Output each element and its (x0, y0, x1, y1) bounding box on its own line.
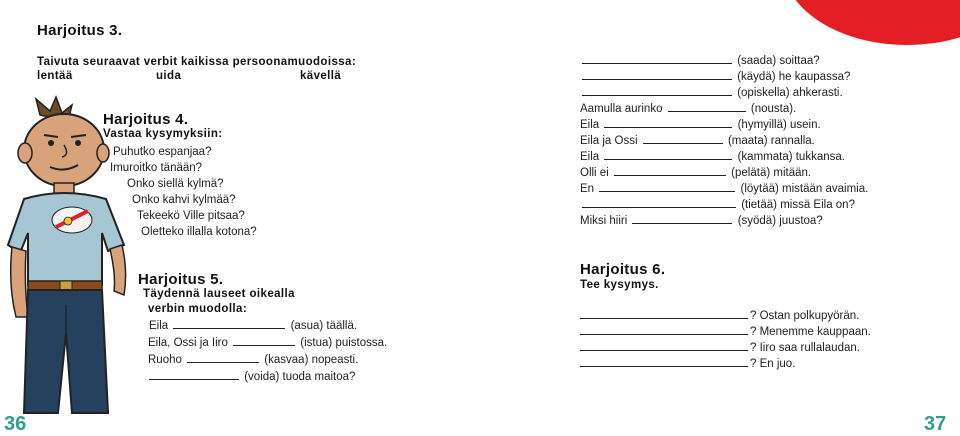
ex5-item-3-blank[interactable] (187, 352, 259, 363)
ex6-item-1-blank[interactable] (580, 308, 748, 319)
fill-item-11 (580, 213, 823, 227)
fill-item-2-post: (käydä) he kaupassa? (737, 71, 851, 83)
ex5-item-4-blank[interactable] (149, 369, 239, 380)
fill-item-1-post: (saada) soittaa? (737, 55, 820, 67)
fill-item-5-blank[interactable] (604, 117, 732, 128)
ex4-question-3: Onko siellä kylmä? (127, 178, 224, 190)
ex5-item-1-post: (asua) täällä. (290, 320, 358, 332)
fill-item-3 (580, 85, 843, 99)
fill-item-7-pre: Eila (580, 151, 600, 163)
ex3-title: Harjoitus 3. (37, 22, 123, 39)
fill-item-8 (580, 165, 811, 179)
ex5-item-1-blank[interactable] (173, 318, 285, 329)
fill-item-11-pre: Miksi hiiri (580, 215, 628, 227)
fill-item-9-post: (löytää) mistään avaimia. (740, 183, 869, 195)
fill-item-6-post: (maata) rannalla. (727, 135, 815, 147)
fill-item-7-blank[interactable] (604, 149, 732, 160)
fill-item-5-post: (hymyillä) usein. (737, 119, 821, 131)
ex6-item-4-text: ? En juo. (750, 358, 796, 370)
fill-item-4 (580, 101, 796, 115)
fill-item-1 (580, 53, 820, 67)
ex5-title: Harjoitus 5. (138, 271, 224, 288)
ex5-item-1 (149, 318, 357, 332)
fill-item-4-blank[interactable] (668, 101, 746, 112)
ex5-item-1-pre: Eila (149, 320, 169, 332)
ex6-item-4-blank[interactable] (580, 356, 748, 367)
fill-item-2-blank[interactable] (582, 69, 732, 80)
ex5-item-2-post: (istua) puistossa. (300, 337, 388, 349)
fill-item-6-blank[interactable] (643, 133, 723, 144)
fill-item-3-blank[interactable] (582, 85, 732, 96)
ex6-item-2-text: ? Menemme kauppaan. (750, 326, 871, 338)
fill-item-10-post: (tietää) missä Eila on? (741, 199, 855, 211)
ex6-item-4 (580, 356, 795, 370)
ex3-verb-1: lentää (37, 70, 73, 82)
fill-item-8-blank[interactable] (614, 165, 726, 176)
fill-item-6 (580, 133, 815, 147)
fill-item-8-pre: Olli ei (580, 167, 609, 179)
ex4-question-6: Oletteko illalla kotona? (141, 226, 257, 238)
fill-item-5-pre: Eila (580, 119, 600, 131)
ex5-item-3 (148, 352, 358, 366)
fill-item-9-blank[interactable] (599, 181, 735, 192)
ex5-instruction-line2: verbin muodolla: (148, 303, 248, 315)
ex3-verb-3: kävellä (300, 70, 342, 82)
fill-item-9-pre: En (580, 183, 595, 195)
ex4-question-5: Tekeekö Ville pitsaa? (137, 210, 245, 222)
ex6-item-3-blank[interactable] (580, 340, 748, 351)
ex4-title: Harjoitus 4. (103, 111, 189, 128)
red-decoration (782, 0, 960, 45)
fill-item-10 (580, 197, 855, 211)
fill-item-7 (580, 149, 845, 163)
fill-item-8-post: (pelätä) mitään. (731, 167, 812, 179)
ex5-item-4 (147, 369, 355, 383)
ex5-item-2-blank[interactable] (233, 335, 295, 346)
ex5-item-2-pre: Eila, Ossi ja Iiro (148, 337, 228, 349)
fill-item-4-pre: Aamulla aurinko (580, 103, 663, 115)
ex6-item-2 (580, 324, 871, 338)
ex3-instruction: Taivuta seuraavat verbit kaikissa persoonamuodoissa: (37, 56, 357, 68)
fill-item-1-blank[interactable] (582, 53, 732, 64)
fill-item-5 (580, 117, 821, 131)
ex3-verb-2: uida (156, 70, 182, 82)
ex6-item-3-text: ? Iiro saa rullalaudan. (750, 342, 860, 354)
fill-item-3-post: (opiskella) ahkerasti. (737, 87, 843, 99)
ex6-item-1-text: ? Ostan polkupyörän. (750, 310, 860, 322)
fill-item-2 (580, 69, 850, 83)
ex5-item-3-post: (kasvaa) nopeasti. (264, 354, 359, 366)
ex5-instruction-line1: Täydennä lauseet oikealla (143, 288, 295, 300)
fill-item-11-post: (syödä) juustoa? (737, 215, 823, 227)
fill-item-6-pre: Eila ja Ossi (580, 135, 638, 147)
ex6-title: Harjoitus 6. (580, 261, 666, 278)
ex4-instruction: Vastaa kysymyksiin: (103, 128, 223, 140)
cartoon-boy-illustration (6, 95, 156, 415)
ex4-question-1: Puhutko espanjaa? (113, 146, 212, 158)
page-number-right: 37 (924, 413, 947, 435)
ex4-question-2: Imuroitko tänään? (110, 162, 203, 174)
ex4-question-4: Onko kahvi kylmää? (132, 194, 236, 206)
fill-item-10-blank[interactable] (582, 197, 736, 208)
ex5-item-3-pre: Ruoho (148, 354, 182, 366)
fill-item-4-post: (nousta). (750, 103, 797, 115)
ex6-item-1 (580, 308, 859, 322)
fill-item-11-blank[interactable] (632, 213, 732, 224)
ex6-instruction: Tee kysymys. (580, 279, 659, 291)
ex6-item-2-blank[interactable] (580, 324, 748, 335)
ex5-item-4-post: (voida) tuoda maitoa? (244, 371, 356, 383)
page-number-left: 36 (4, 413, 27, 435)
ex5-item-2 (148, 335, 387, 349)
ex6-item-3 (580, 340, 860, 354)
fill-item-9 (580, 181, 868, 195)
fill-item-7-post: (kammata) tukkansa. (737, 151, 845, 163)
